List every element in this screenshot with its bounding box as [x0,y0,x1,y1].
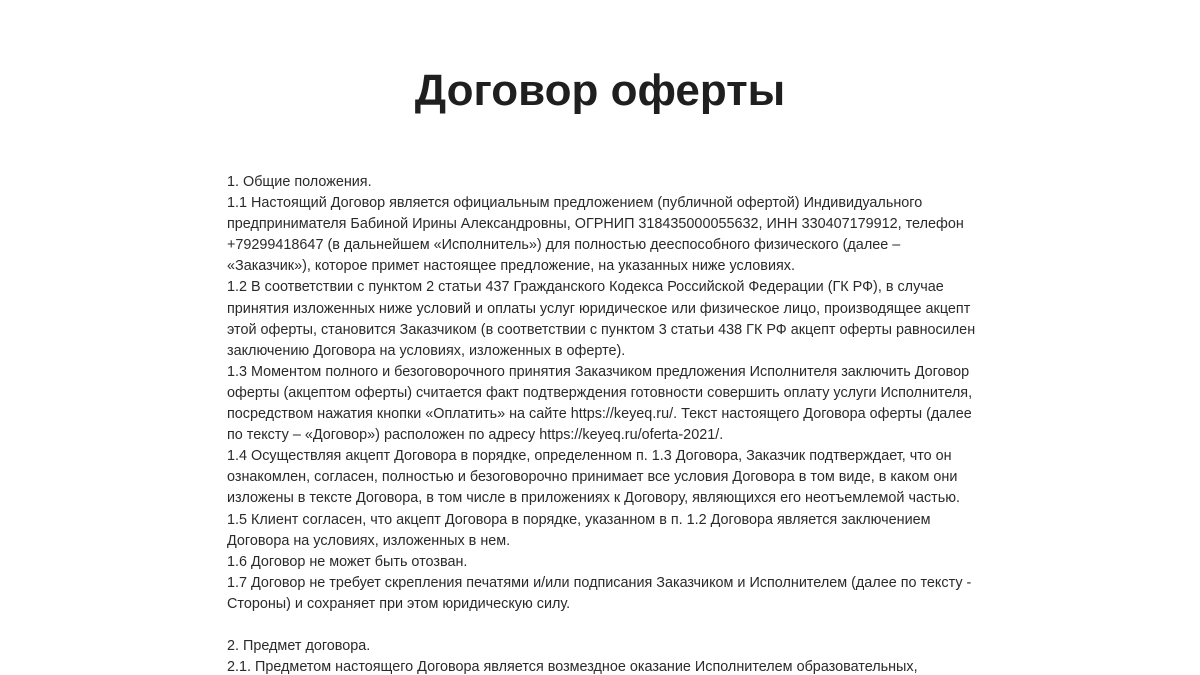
section-heading: 1. Общие положения. [227,174,372,190]
clause-1-7: 1.7 Договор не требует скрепления печатями и/или подписания Заказчиком и Исполнителем (далее по тексту - Стороны) и сохраняет при этом юридическую силу. [227,574,972,612]
clause-1-3: 1.3 Моментом полного и безоговорочного принятия Заказчиком предложения Исполнителя заключить Договор оферты (акцептом оферты) считается факт подтверждения готовности совершить оплату услуги Исполнителя, посредством нажатия кнопки «Оплатить» на сайте https://keyeq.ru/. Текст настоящего Договора оферты (далее по тексту – «Договор») расположен по адресу https://keyeq.ru/oferta-2021/. [227,363,973,444]
clause-1-2: 1.2 В соответствии с пунктом 2 статьи 437 Гражданского Кодекса Российской Федерации (ГК РФ), в случае принятия изложенных ниже условий и оплаты услуг юридическое или физическое лицо, производящее акцепт этой оферты, становится Заказчиком (в соответствии с пунктом 3 статьи 438 ГК РФ акцепт оферты равносилен заключению Договора на условиях, изложенных в оферте). [227,279,976,359]
page-title: Договор оферты [414,66,786,115]
clause-1-4: 1.4 Осуществляя акцепт Договора в порядке, определенном п. 1.3 Договора, Заказчик подтверждает, что он ознакомлен, согласен, полностью и безоговорочно принимает все условия Договора в том виде, в каком они изложены в тексте Договора, в том числе в приложениях к Договору, являющихся его неотъемлемой частью. [227,448,961,507]
clause-1-1: 1.1 Настоящий Договор является официальным предложением (публичной офертой) Индивидуального предпринимателя Бабиной Ирины Александровны, ОГРНИП 318435000055632, ИНН 330407179912, телефон +79299418647 (в дальнейшем «Исполнитель») для полностью дееспособного физического (далее – «Заказчик»), которое примет настоящее предложение, на указанных ниже условиях. [227,195,964,275]
section-heading: 2. Предмет договора. [227,638,371,655]
clause-1-6: 1.6 Договор не может быть отозван. [227,553,468,570]
paragraph-spacer [227,615,987,636]
clause-1-5: 1.5 Клиент согласен, что акцепт Договора в порядке, указанном в п. 1.2 Договора является заключением Договора на условиях, изложенных в нем. [227,511,931,549]
document-body [227,172,987,675]
clause-2-1: 2.1. Предметом настоящего Договора является возмездное оказание Исполнителем образовательных, [227,659,918,675]
